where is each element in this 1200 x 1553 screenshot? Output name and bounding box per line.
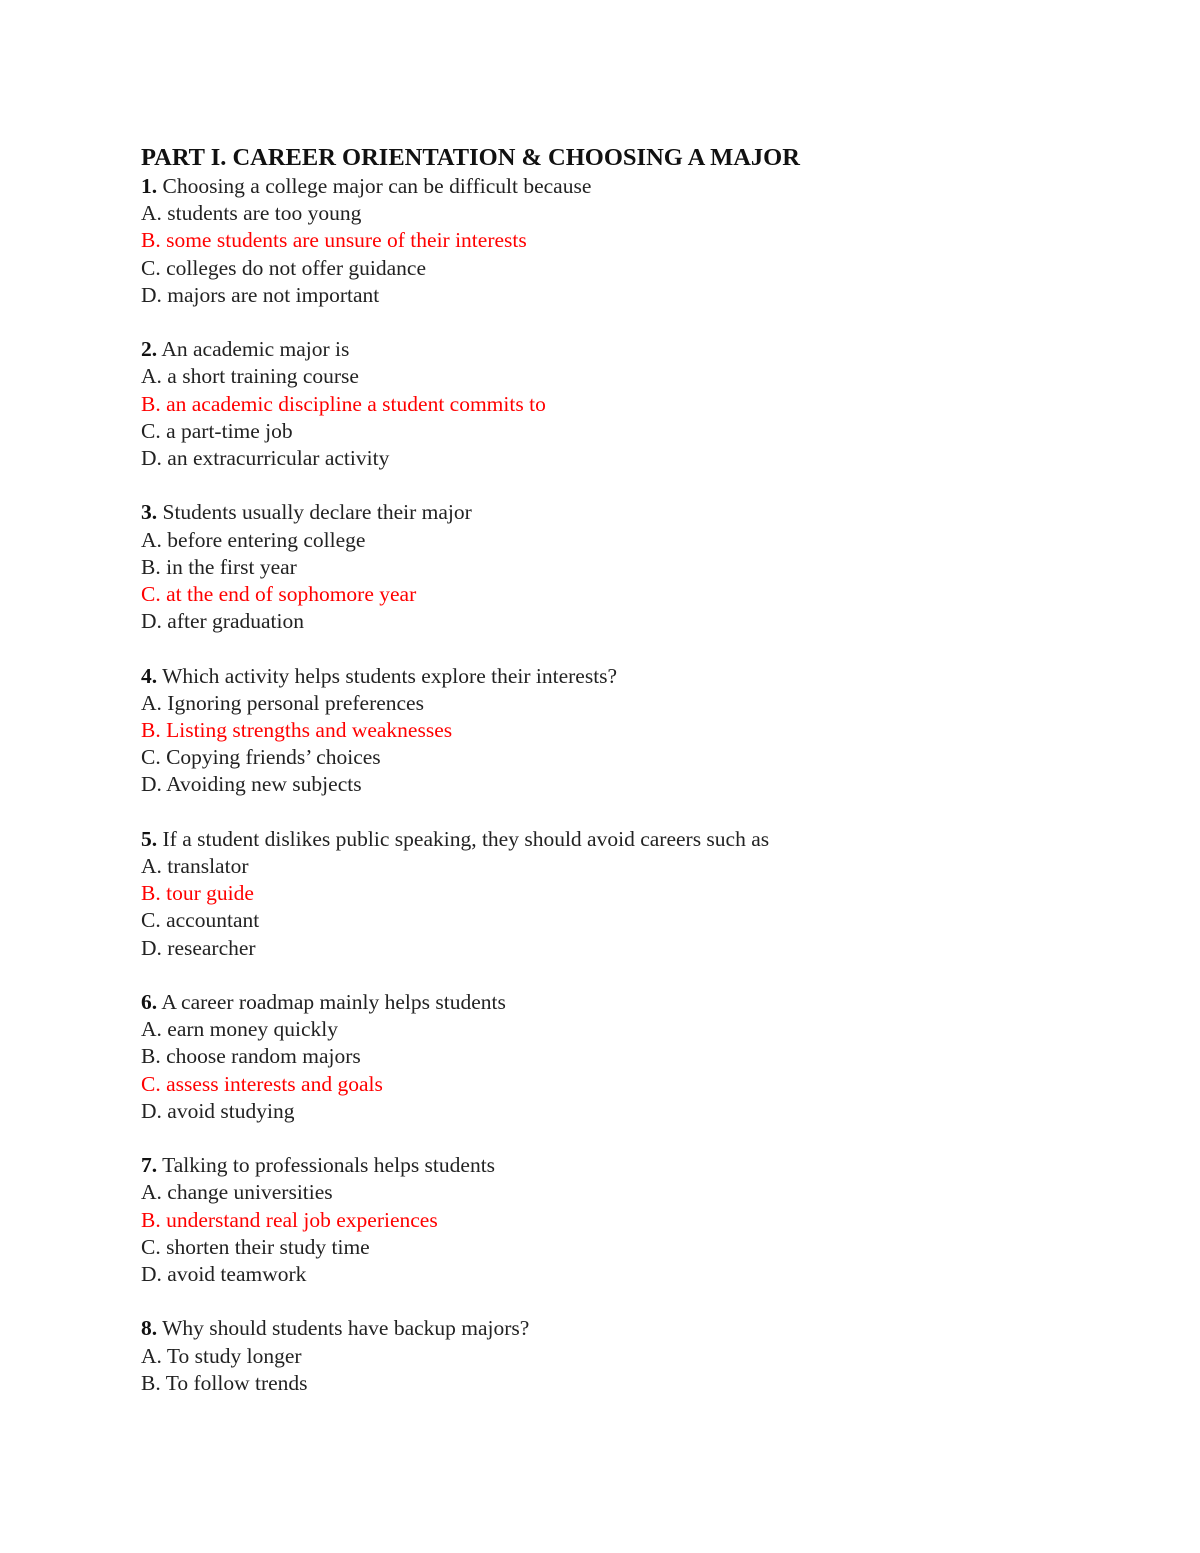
- question-block: [141, 989, 1141, 1125]
- option-letter: A.: [141, 690, 162, 715]
- question-stem: [141, 336, 1141, 363]
- option-letter: B.: [141, 881, 161, 906]
- question-block: [141, 1152, 1141, 1288]
- question-stem: [141, 663, 1141, 690]
- option-letter: C.: [141, 255, 161, 280]
- option-letter: D.: [141, 772, 162, 797]
- option-text: Ignoring personal preferences: [167, 690, 424, 715]
- answer-option: [141, 935, 1141, 962]
- answer-option: [141, 907, 1141, 934]
- answer-option: [141, 1234, 1141, 1261]
- option-text: an academic discipline a student commits to: [166, 391, 546, 416]
- question-number: 4.: [141, 663, 158, 688]
- question-stem: [141, 1315, 1141, 1342]
- answer-option: [141, 853, 1141, 880]
- option-text: in the first year: [166, 554, 297, 579]
- question-number: 1.: [141, 174, 158, 198]
- question-text: If a student dislikes public speaking, they should avoid careers such as: [162, 826, 770, 851]
- option-text: accountant: [166, 908, 260, 933]
- option-letter: B.: [141, 554, 161, 579]
- option-text: understand real job experiences: [166, 1207, 438, 1232]
- question-stem: [141, 1152, 1141, 1179]
- option-text: shorten their study time: [166, 1234, 370, 1259]
- answer-option: [141, 690, 1141, 717]
- answer-option: [141, 1043, 1141, 1070]
- option-letter: C.: [141, 418, 161, 443]
- answer-option: [141, 1261, 1141, 1288]
- answer-option: [141, 744, 1141, 771]
- answer-option: [141, 527, 1141, 554]
- option-text: some students are unsure of their interests: [166, 228, 527, 253]
- question-stem: [141, 499, 1141, 526]
- option-letter: A.: [141, 1343, 162, 1368]
- option-text: an extracurricular activity: [167, 446, 390, 471]
- option-letter: C.: [141, 1234, 161, 1259]
- option-text: students are too young: [167, 201, 362, 226]
- option-letter: B.: [141, 1207, 161, 1232]
- option-letter: C.: [141, 745, 161, 770]
- option-text: avoid studying: [167, 1098, 295, 1123]
- answer-option: [141, 255, 1141, 282]
- option-letter: C.: [141, 582, 161, 607]
- option-text: at the end of sophomore year: [166, 582, 417, 607]
- question-spacer: [141, 799, 1141, 826]
- option-text: Avoiding new subjects: [166, 772, 362, 797]
- option-text: Listing strengths and weaknesses: [166, 718, 453, 743]
- question-spacer: [141, 472, 1141, 499]
- option-text: before entering college: [167, 527, 366, 552]
- question-text: An academic major is: [161, 337, 350, 362]
- option-letter: C.: [141, 1071, 161, 1096]
- answer-option: [141, 1343, 1141, 1370]
- question-number: 3.: [141, 500, 158, 525]
- option-text: earn money quickly: [167, 1017, 339, 1042]
- answer-option-correct: [141, 1207, 1141, 1234]
- answer-option: [141, 418, 1141, 445]
- option-text: a part-time job: [166, 418, 293, 443]
- answer-option: [141, 282, 1141, 309]
- question-number: 7.: [141, 1153, 158, 1178]
- document-page: [141, 143, 1141, 1397]
- answer-option: [141, 1016, 1141, 1043]
- question-text: Students usually declare their major: [162, 500, 472, 525]
- page-title: PART I. CAREER ORIENTATION & CHOOSING A MAJOR: [141, 144, 800, 171]
- option-text: colleges do not offer guidance: [166, 255, 426, 280]
- option-letter: C.: [141, 908, 161, 933]
- option-letter: B.: [141, 1044, 161, 1069]
- option-text: after graduation: [167, 609, 304, 634]
- answer-option: [141, 200, 1141, 227]
- answer-option-correct: [141, 227, 1141, 254]
- answer-option-correct: [141, 880, 1141, 907]
- option-letter: D.: [141, 935, 162, 960]
- answer-option: [141, 554, 1141, 581]
- option-text: majors are not important: [167, 282, 380, 307]
- question-stem: [141, 826, 1141, 853]
- question-stem: [141, 989, 1141, 1016]
- question-text: Which activity helps students explore their interests?: [162, 663, 618, 688]
- option-letter: A.: [141, 1017, 162, 1042]
- option-text: change universities: [167, 1180, 333, 1205]
- option-letter: A.: [141, 1180, 162, 1205]
- option-text: To follow trends: [165, 1370, 308, 1395]
- answer-option-correct: [141, 717, 1141, 744]
- option-letter: A.: [141, 364, 162, 389]
- answer-option: [141, 1098, 1141, 1125]
- option-text: To study longer: [166, 1343, 302, 1368]
- question-text: Why should students have backup majors?: [162, 1316, 530, 1341]
- question-number: 2.: [141, 337, 158, 362]
- question-block: [141, 499, 1141, 635]
- option-letter: D.: [141, 446, 162, 471]
- option-text: tour guide: [166, 881, 254, 906]
- question-block: [141, 336, 1141, 472]
- answer-option: [141, 771, 1141, 798]
- option-letter: D.: [141, 1098, 162, 1123]
- option-text: avoid teamwork: [167, 1262, 307, 1287]
- answer-option: [141, 608, 1141, 635]
- option-text: assess interests and goals: [166, 1071, 383, 1096]
- question-block: [141, 173, 1141, 309]
- answer-option: [141, 363, 1141, 390]
- answer-option-correct: [141, 1071, 1141, 1098]
- option-text: Copying friends’ choices: [166, 745, 381, 770]
- option-letter: D.: [141, 282, 162, 307]
- option-text: translator: [167, 854, 249, 879]
- option-letter: A.: [141, 854, 162, 879]
- option-letter: A.: [141, 527, 162, 552]
- question-list: [141, 173, 1141, 1397]
- question-stem: [141, 173, 1141, 200]
- question-block: [141, 1315, 1141, 1397]
- answer-option: [141, 1370, 1141, 1397]
- question-text: Talking to professionals helps students: [162, 1153, 496, 1178]
- option-letter: B.: [141, 718, 161, 743]
- answer-option-correct: [141, 581, 1141, 608]
- answer-option-correct: [141, 391, 1141, 418]
- question-block: [141, 826, 1141, 962]
- option-letter: B.: [141, 1370, 161, 1395]
- option-letter: B.: [141, 228, 161, 253]
- question-spacer: [141, 1288, 1141, 1315]
- question-spacer: [141, 309, 1141, 336]
- option-text: researcher: [167, 935, 256, 960]
- option-letter: B.: [141, 391, 161, 416]
- question-text: Choosing a college major can be difficult because: [162, 174, 592, 198]
- option-text: a short training course: [167, 364, 359, 389]
- option-letter: A.: [141, 201, 162, 226]
- option-letter: D.: [141, 1262, 162, 1287]
- answer-option: [141, 1179, 1141, 1206]
- question-number: 6.: [141, 990, 158, 1015]
- question-text: A career roadmap mainly helps students: [161, 990, 506, 1015]
- answer-option: [141, 445, 1141, 472]
- question-spacer: [141, 962, 1141, 989]
- question-block: [141, 663, 1141, 799]
- option-text: choose random majors: [166, 1044, 361, 1069]
- question-number: 5.: [141, 826, 158, 851]
- question-spacer: [141, 635, 1141, 662]
- question-number: 8.: [141, 1316, 158, 1341]
- option-letter: D.: [141, 609, 162, 634]
- question-spacer: [141, 1125, 1141, 1152]
